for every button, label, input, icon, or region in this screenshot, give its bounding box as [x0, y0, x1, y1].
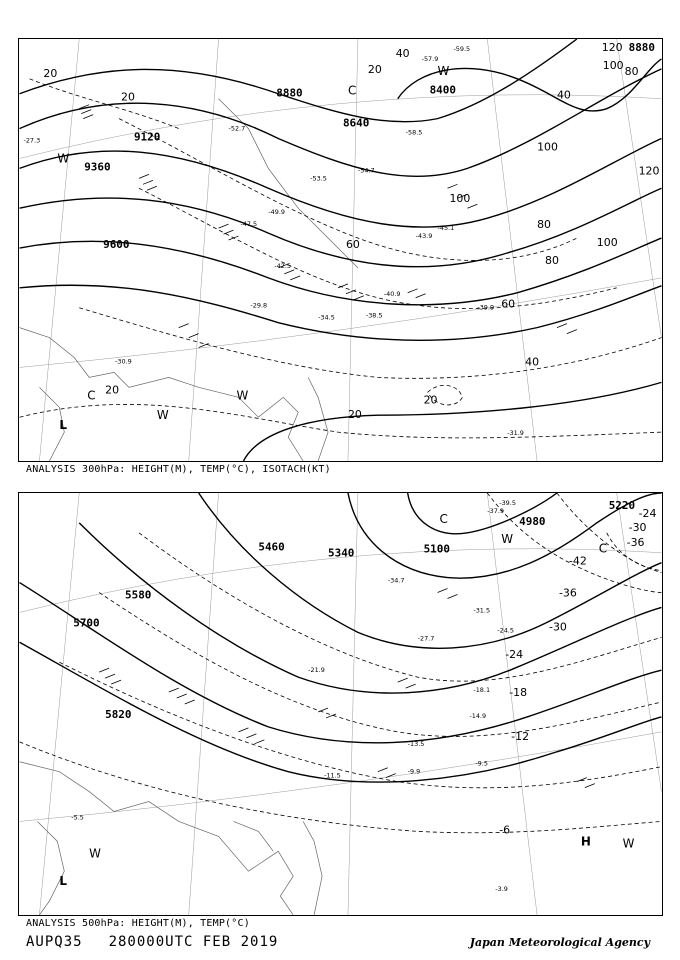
- temp-value: -29.8: [250, 301, 268, 310]
- height-label: 8400: [429, 83, 456, 97]
- isotach-label: 60: [501, 297, 516, 311]
- isotach-label: 20: [423, 393, 438, 407]
- height-label: 5220: [608, 498, 636, 512]
- height-label: 5100: [423, 542, 450, 556]
- temp-value: -34.7: [387, 576, 405, 585]
- temp-value: -45.1: [437, 224, 455, 233]
- temp-value: -49.9: [268, 208, 286, 217]
- temp-value: -34.5: [318, 313, 335, 322]
- temp-value: -11.5: [324, 771, 341, 780]
- temp-value: -42.5: [274, 261, 292, 270]
- isotherm-label: -36: [558, 586, 577, 600]
- isotach-label: 120: [601, 40, 623, 54]
- isotherm-label: -30: [549, 620, 567, 634]
- height-label: 4980: [519, 514, 546, 528]
- temp-value: -5.5: [71, 813, 84, 822]
- temp-value: -58.5: [405, 128, 423, 137]
- temp-value: -59.5: [453, 44, 471, 53]
- isotach-label: 80: [545, 253, 559, 267]
- warm-marker: W: [437, 63, 450, 78]
- height-label: 5460: [258, 540, 285, 554]
- warm-marker: W: [89, 846, 102, 861]
- isotach-label: 100: [596, 236, 618, 250]
- temp-value: -21.9: [308, 666, 325, 675]
- isotach-label: 40: [525, 355, 540, 369]
- temp-value: -52.7: [228, 124, 246, 133]
- temp-value: -43.9: [415, 232, 433, 241]
- height-label: 8640: [342, 116, 370, 130]
- isotach-label: 40: [395, 46, 410, 60]
- warm-marker: W: [57, 151, 70, 166]
- temp-value: -54.7: [357, 166, 375, 175]
- temp-value: -31.5: [473, 606, 491, 615]
- temp-value: -24.5: [497, 626, 514, 635]
- height-label: 5700: [73, 616, 100, 630]
- analysis-datetime: 280000UTC FEB 2019: [108, 934, 279, 950]
- high-marker: H: [580, 834, 591, 849]
- temp-value: -39.5: [499, 498, 516, 507]
- isotherm-label: -36: [626, 535, 645, 549]
- isotach-label: 80: [537, 218, 551, 232]
- cold-marker: C: [598, 541, 608, 556]
- temp-value: -30.9: [115, 357, 132, 366]
- map-panel-500hpa: [18, 492, 663, 916]
- isotach-label: 80: [624, 64, 639, 78]
- temp-value: -38.5: [365, 311, 383, 320]
- temp-value: -53.5: [310, 174, 327, 183]
- isotach-label: 100: [537, 140, 558, 154]
- isotherm-label: -24: [505, 648, 524, 662]
- temp-value: -57.9: [421, 54, 439, 63]
- height-contours: [20, 493, 662, 782]
- warm-marker: W: [236, 388, 249, 403]
- temp-value: -9.5: [475, 759, 488, 768]
- isotherm-label: -18: [509, 686, 528, 700]
- agency-name: Japan Meteorological Agency: [469, 936, 650, 949]
- height-label: 5340: [328, 546, 355, 560]
- height-label: 5580: [125, 588, 152, 602]
- temp-value: -37.9: [487, 506, 505, 515]
- cold-marker: C: [439, 511, 448, 526]
- height-label: 8880: [628, 40, 655, 54]
- temp-value: -13.5: [407, 739, 425, 748]
- cold-marker: C: [87, 388, 96, 403]
- height-label: 5820: [105, 707, 132, 721]
- isotach-label: 60: [345, 238, 360, 252]
- isotach-label: 100: [602, 58, 624, 72]
- temp-value: -9.9: [407, 767, 421, 776]
- isotach-label: 20: [121, 90, 135, 104]
- warm-marker: W: [501, 531, 514, 546]
- temp-value: -18.1: [473, 686, 491, 695]
- temp-value: -31.9: [507, 429, 524, 438]
- temp-value: -3.9: [495, 885, 508, 894]
- map-500hpa-canvas: [19, 493, 662, 915]
- isotach-label: 20: [367, 62, 382, 76]
- chart-identifier: [26, 934, 278, 950]
- temp-value: -27.7: [417, 634, 435, 643]
- low-marker: L: [59, 874, 67, 889]
- warm-marker: W: [156, 408, 169, 423]
- caption-500hpa: ANALYSIS 500hPa: HEIGHT(M), TEMP(°C): [26, 918, 250, 929]
- isotherm-label: -12: [511, 729, 530, 743]
- temp-value: -40.9: [383, 289, 401, 298]
- temp-value: -14.9: [469, 711, 487, 720]
- map-300hpa-canvas: [19, 39, 662, 461]
- chart-code: AUPQ35: [26, 934, 83, 950]
- temp-value: -27.3: [23, 136, 41, 145]
- coastlines: [20, 99, 358, 461]
- isotherm-label: -6: [499, 823, 511, 837]
- isotherm-label: -30: [628, 520, 647, 534]
- temp-value: -47.5: [240, 220, 258, 229]
- cold-marker: C: [347, 83, 357, 98]
- caption-300hpa: ANALYSIS 300hPa: HEIGHT(M), TEMP(°C), ISOTACH(KT): [26, 464, 331, 475]
- isotach-label: 120: [638, 164, 660, 178]
- isotherm-label: -24: [638, 506, 657, 520]
- height-label: 9360: [84, 160, 111, 174]
- isotherm-label: -42: [568, 554, 587, 568]
- warm-marker: W: [622, 836, 635, 851]
- height-label: 9600: [103, 238, 130, 252]
- temp-value: -39.9: [477, 303, 495, 312]
- coastlines: [20, 762, 323, 915]
- isotach-label: 20: [43, 66, 58, 80]
- map-panel-300hpa: [18, 38, 663, 462]
- height-label: 9120: [133, 130, 161, 144]
- isotach-label: 20: [105, 383, 120, 397]
- height-label: 8880: [276, 86, 303, 100]
- low-marker: L: [59, 418, 67, 433]
- isotach-label: 20: [347, 408, 362, 422]
- isotach-label: 40: [556, 88, 571, 102]
- isotach-label: 100: [449, 192, 471, 206]
